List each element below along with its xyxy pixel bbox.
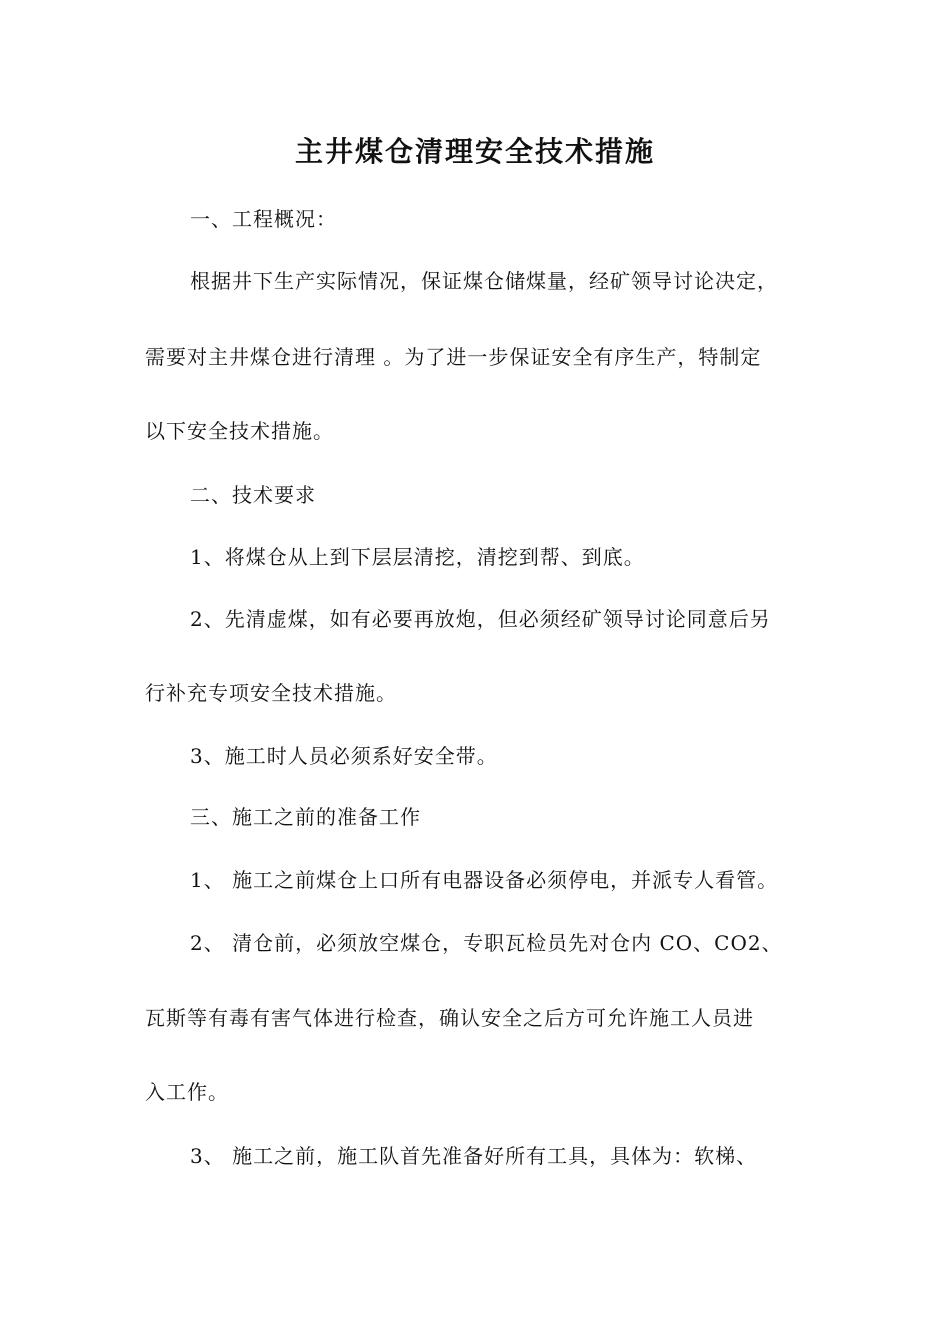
list-item-continuation: 瓦斯等有毒有害气体进行检查，确认安全之后方可允许施工人员进 bbox=[145, 1006, 754, 1030]
document-title: 主井煤仓清理安全技术措施 bbox=[294, 135, 655, 168]
section-heading-preparation: 三、施工之前的准备工作 bbox=[190, 805, 421, 829]
paragraph-line: 以下安全技术措施。 bbox=[145, 419, 334, 443]
list-item: 3、 施工之前，施工队首先准备好所有工具，具体为：软梯、 bbox=[190, 1144, 758, 1168]
list-item-continuation: 入工作。 bbox=[145, 1080, 229, 1104]
paragraph-line: 需要对主井煤仓进行清理 。为了进一步保证安全有序生产，特制定 bbox=[145, 345, 762, 369]
section-heading-requirements: 二、技术要求 bbox=[190, 483, 316, 507]
list-item: 1、将煤仓从上到下层层清挖，清挖到帮、到底。 bbox=[190, 545, 645, 569]
paragraph-line: 根据井下生产实际情况，保证煤仓储煤量，经矿领导讨论决定， bbox=[190, 269, 778, 293]
list-item: 2、 清仓前，必须放空煤仓，专职瓦检员先对仓内 CO、CO2、 bbox=[190, 931, 783, 955]
list-item: 2、先清虚煤，如有必要再放炮，但必须经矿领导讨论同意后另 bbox=[190, 607, 771, 631]
list-item: 3、施工时人员必须系好安全带。 bbox=[190, 744, 498, 768]
section-heading-overview: 一、工程概况： bbox=[190, 207, 337, 231]
list-item: 1、 施工之前煤仓上口所有电器设备必须停电，并派专人看管。 bbox=[190, 868, 779, 892]
list-item-continuation: 行补充专项安全技术措施。 bbox=[145, 681, 397, 705]
